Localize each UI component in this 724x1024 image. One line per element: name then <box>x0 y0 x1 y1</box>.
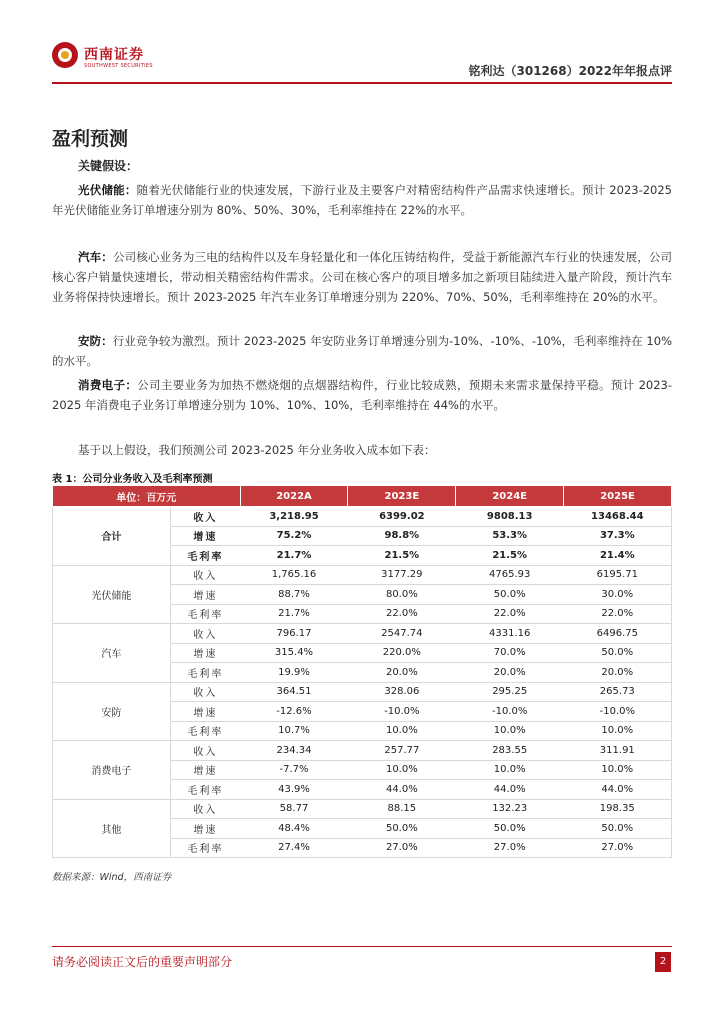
segment-name: 合计 <box>53 507 171 566</box>
metric-label: 毛利率 <box>170 546 240 566</box>
value-cell: 311.91 <box>564 741 672 761</box>
metric-label: 收入 <box>170 624 240 644</box>
value-cell: 20.0% <box>456 663 564 683</box>
year-header: 2024E <box>456 486 564 507</box>
metric-label: 收入 <box>170 741 240 761</box>
value-cell: 796.17 <box>240 624 348 644</box>
value-cell: 27.0% <box>456 838 564 858</box>
value-cell: -10.0% <box>456 702 564 722</box>
value-cell: 27.0% <box>564 838 672 858</box>
value-cell: 295.25 <box>456 682 564 702</box>
paragraph-text: 公司核心业务为三电的结构件以及车身轻量化和一体化压铸结构件，受益于新能源汽车行业的快速发展，公司核心客户销量快速增长，带动相关精密结构件需求。公司在核心客户的项目增多加之新项目陆续进入量产阶段，预计汽车业务将保持快速增长。预计 2023-2025 年汽车业务订单增速分别为 220%、70%、50%，毛利率维持在 20%的水平。 <box>52 250 672 304</box>
value-cell: 20.0% <box>564 663 672 683</box>
value-cell: 257.77 <box>348 741 456 761</box>
value-cell: -12.6% <box>240 702 348 722</box>
value-cell: 3,218.95 <box>240 507 348 527</box>
value-cell: 6195.71 <box>564 565 672 585</box>
metric-label: 收入 <box>170 682 240 702</box>
value-cell: 43.9% <box>240 780 348 800</box>
value-cell: 220.0% <box>348 643 456 663</box>
value-cell: 21.5% <box>348 546 456 566</box>
table-source: 数据来源：Wind，西南证券 <box>52 872 172 883</box>
metric-label: 毛利率 <box>170 780 240 800</box>
value-cell: 10.0% <box>348 760 456 780</box>
value-cell: -7.7% <box>240 760 348 780</box>
metric-label: 增速 <box>170 643 240 663</box>
value-cell: 27.4% <box>240 838 348 858</box>
value-cell: 265.73 <box>564 682 672 702</box>
segment-name: 消费电子 <box>53 741 171 800</box>
paragraph-consumer-electronics <box>52 375 672 415</box>
unit-header: 单位：百万元 <box>53 486 241 507</box>
report-title: 铭利达（301268）2022年年报点评 <box>468 64 672 78</box>
value-cell: 37.3% <box>564 526 672 546</box>
metric-label: 收入 <box>170 507 240 527</box>
value-cell: 53.3% <box>456 526 564 546</box>
metric-label: 毛利率 <box>170 604 240 624</box>
table-row <box>53 682 672 702</box>
value-cell: 4331.16 <box>456 624 564 644</box>
paragraph-lead: 光伏储能： <box>78 183 137 197</box>
value-cell: 58.77 <box>240 799 348 819</box>
year-header: 2022A <box>240 486 348 507</box>
paragraph-text: 基于以上假设，我们预测公司 2023-2025 年分业务收入成本如下表： <box>78 443 436 457</box>
metric-label: 增速 <box>170 702 240 722</box>
paragraph-lead: 消费电子： <box>78 378 138 392</box>
metric-label: 毛利率 <box>170 663 240 683</box>
value-cell: -10.0% <box>564 702 672 722</box>
metric-label: 增速 <box>170 819 240 839</box>
value-cell: 364.51 <box>240 682 348 702</box>
metric-label: 增速 <box>170 526 240 546</box>
value-cell: 1,765.16 <box>240 565 348 585</box>
value-cell: 10.7% <box>240 721 348 741</box>
value-cell: 22.0% <box>456 604 564 624</box>
value-cell: 10.0% <box>564 721 672 741</box>
value-cell: 132.23 <box>456 799 564 819</box>
segment-name: 光伏储能 <box>53 565 171 624</box>
logo-english-name: SOUTHWEST SECURITIES <box>84 63 153 69</box>
value-cell: 22.0% <box>348 604 456 624</box>
segment-name: 其他 <box>53 799 171 858</box>
value-cell: 283.55 <box>456 741 564 761</box>
value-cell: 30.0% <box>564 585 672 605</box>
footer-divider <box>52 946 672 947</box>
section-title: 盈利预测 <box>52 128 129 150</box>
metric-label: 收入 <box>170 799 240 819</box>
paragraph-auto <box>52 247 672 307</box>
footer-disclaimer: 请务必阅读正文后的重要声明部分 <box>52 955 233 969</box>
value-cell: 44.0% <box>456 780 564 800</box>
value-cell: 10.0% <box>456 721 564 741</box>
value-cell: 198.35 <box>564 799 672 819</box>
value-cell: 21.4% <box>564 546 672 566</box>
value-cell: 328.06 <box>348 682 456 702</box>
value-cell: 80.0% <box>348 585 456 605</box>
segment-name: 汽车 <box>53 624 171 683</box>
table-header-row <box>53 486 672 507</box>
value-cell: 44.0% <box>348 780 456 800</box>
value-cell: 98.8% <box>348 526 456 546</box>
value-cell: 10.0% <box>456 760 564 780</box>
value-cell: 3177.29 <box>348 565 456 585</box>
paragraph-lead: 汽车： <box>78 250 113 264</box>
page-header <box>52 40 672 82</box>
paragraph-pv-storage <box>52 180 672 220</box>
value-cell: 19.9% <box>240 663 348 683</box>
metric-label: 增速 <box>170 585 240 605</box>
table-row <box>53 565 672 585</box>
table-row <box>53 507 672 527</box>
table-caption: 表 1：公司分业务收入及毛利率预测 <box>52 474 213 485</box>
paragraph-summary <box>52 440 672 460</box>
value-cell: 234.34 <box>240 741 348 761</box>
header-divider <box>52 82 672 84</box>
key-assumptions-heading: 关键假设： <box>78 159 139 173</box>
value-cell: 50.0% <box>564 819 672 839</box>
value-cell: 21.7% <box>240 604 348 624</box>
value-cell: 27.0% <box>348 838 456 858</box>
value-cell: 20.0% <box>348 663 456 683</box>
value-cell: 50.0% <box>456 819 564 839</box>
value-cell: 10.0% <box>564 760 672 780</box>
forecast-table <box>52 485 672 858</box>
metric-label: 毛利率 <box>170 721 240 741</box>
metric-label: 增速 <box>170 760 240 780</box>
segment-name: 安防 <box>53 682 171 741</box>
value-cell: 44.0% <box>564 780 672 800</box>
value-cell: 50.0% <box>564 643 672 663</box>
value-cell: 4765.93 <box>456 565 564 585</box>
logo-icon <box>52 42 78 68</box>
value-cell: 75.2% <box>240 526 348 546</box>
metric-label: 毛利率 <box>170 838 240 858</box>
brand-logo <box>52 42 162 76</box>
year-header: 2023E <box>348 486 456 507</box>
table-row <box>53 741 672 761</box>
paragraph-text: 公司主要业务为加热不燃烧烟的点烟器结构件，行业比较成熟，预期未来需求量保持平稳。预计 2023-2025 年消费电子业务订单增速分别为 10%、10%、10%，毛利率维持在 44%的水平。 <box>52 378 672 412</box>
value-cell: 21.7% <box>240 546 348 566</box>
value-cell: 22.0% <box>564 604 672 624</box>
logo-chinese-name: 西南证券 <box>84 47 144 63</box>
value-cell: 50.0% <box>348 819 456 839</box>
value-cell: 21.5% <box>456 546 564 566</box>
page-number: 2 <box>655 952 671 972</box>
table-row <box>53 624 672 644</box>
value-cell: 315.4% <box>240 643 348 663</box>
value-cell: 6496.75 <box>564 624 672 644</box>
value-cell: -10.0% <box>348 702 456 722</box>
paragraph-lead: 安防： <box>78 334 113 348</box>
paragraph-security <box>52 331 672 371</box>
value-cell: 88.15 <box>348 799 456 819</box>
value-cell: 50.0% <box>456 585 564 605</box>
value-cell: 48.4% <box>240 819 348 839</box>
value-cell: 70.0% <box>456 643 564 663</box>
value-cell: 9808.13 <box>456 507 564 527</box>
value-cell: 10.0% <box>348 721 456 741</box>
value-cell: 2547.74 <box>348 624 456 644</box>
table-row <box>53 799 672 819</box>
value-cell: 13468.44 <box>564 507 672 527</box>
metric-label: 收入 <box>170 565 240 585</box>
value-cell: 88.7% <box>240 585 348 605</box>
paragraph-text: 随着光伏储能行业的快速发展，下游行业及主要客户对精密结构件产品需求快速增长。预计 2023-2025 年光伏储能业务订单增速分别为 80%、50%、30%，毛利率维持在 22%的水平。 <box>52 183 672 217</box>
year-header: 2025E <box>564 486 672 507</box>
paragraph-text: 行业竞争较为激烈。预计 2023-2025 年安防业务订单增速分别为-10%、-10%、-10%，毛利率维持在 10%的水平。 <box>52 334 672 368</box>
value-cell: 6399.02 <box>348 507 456 527</box>
